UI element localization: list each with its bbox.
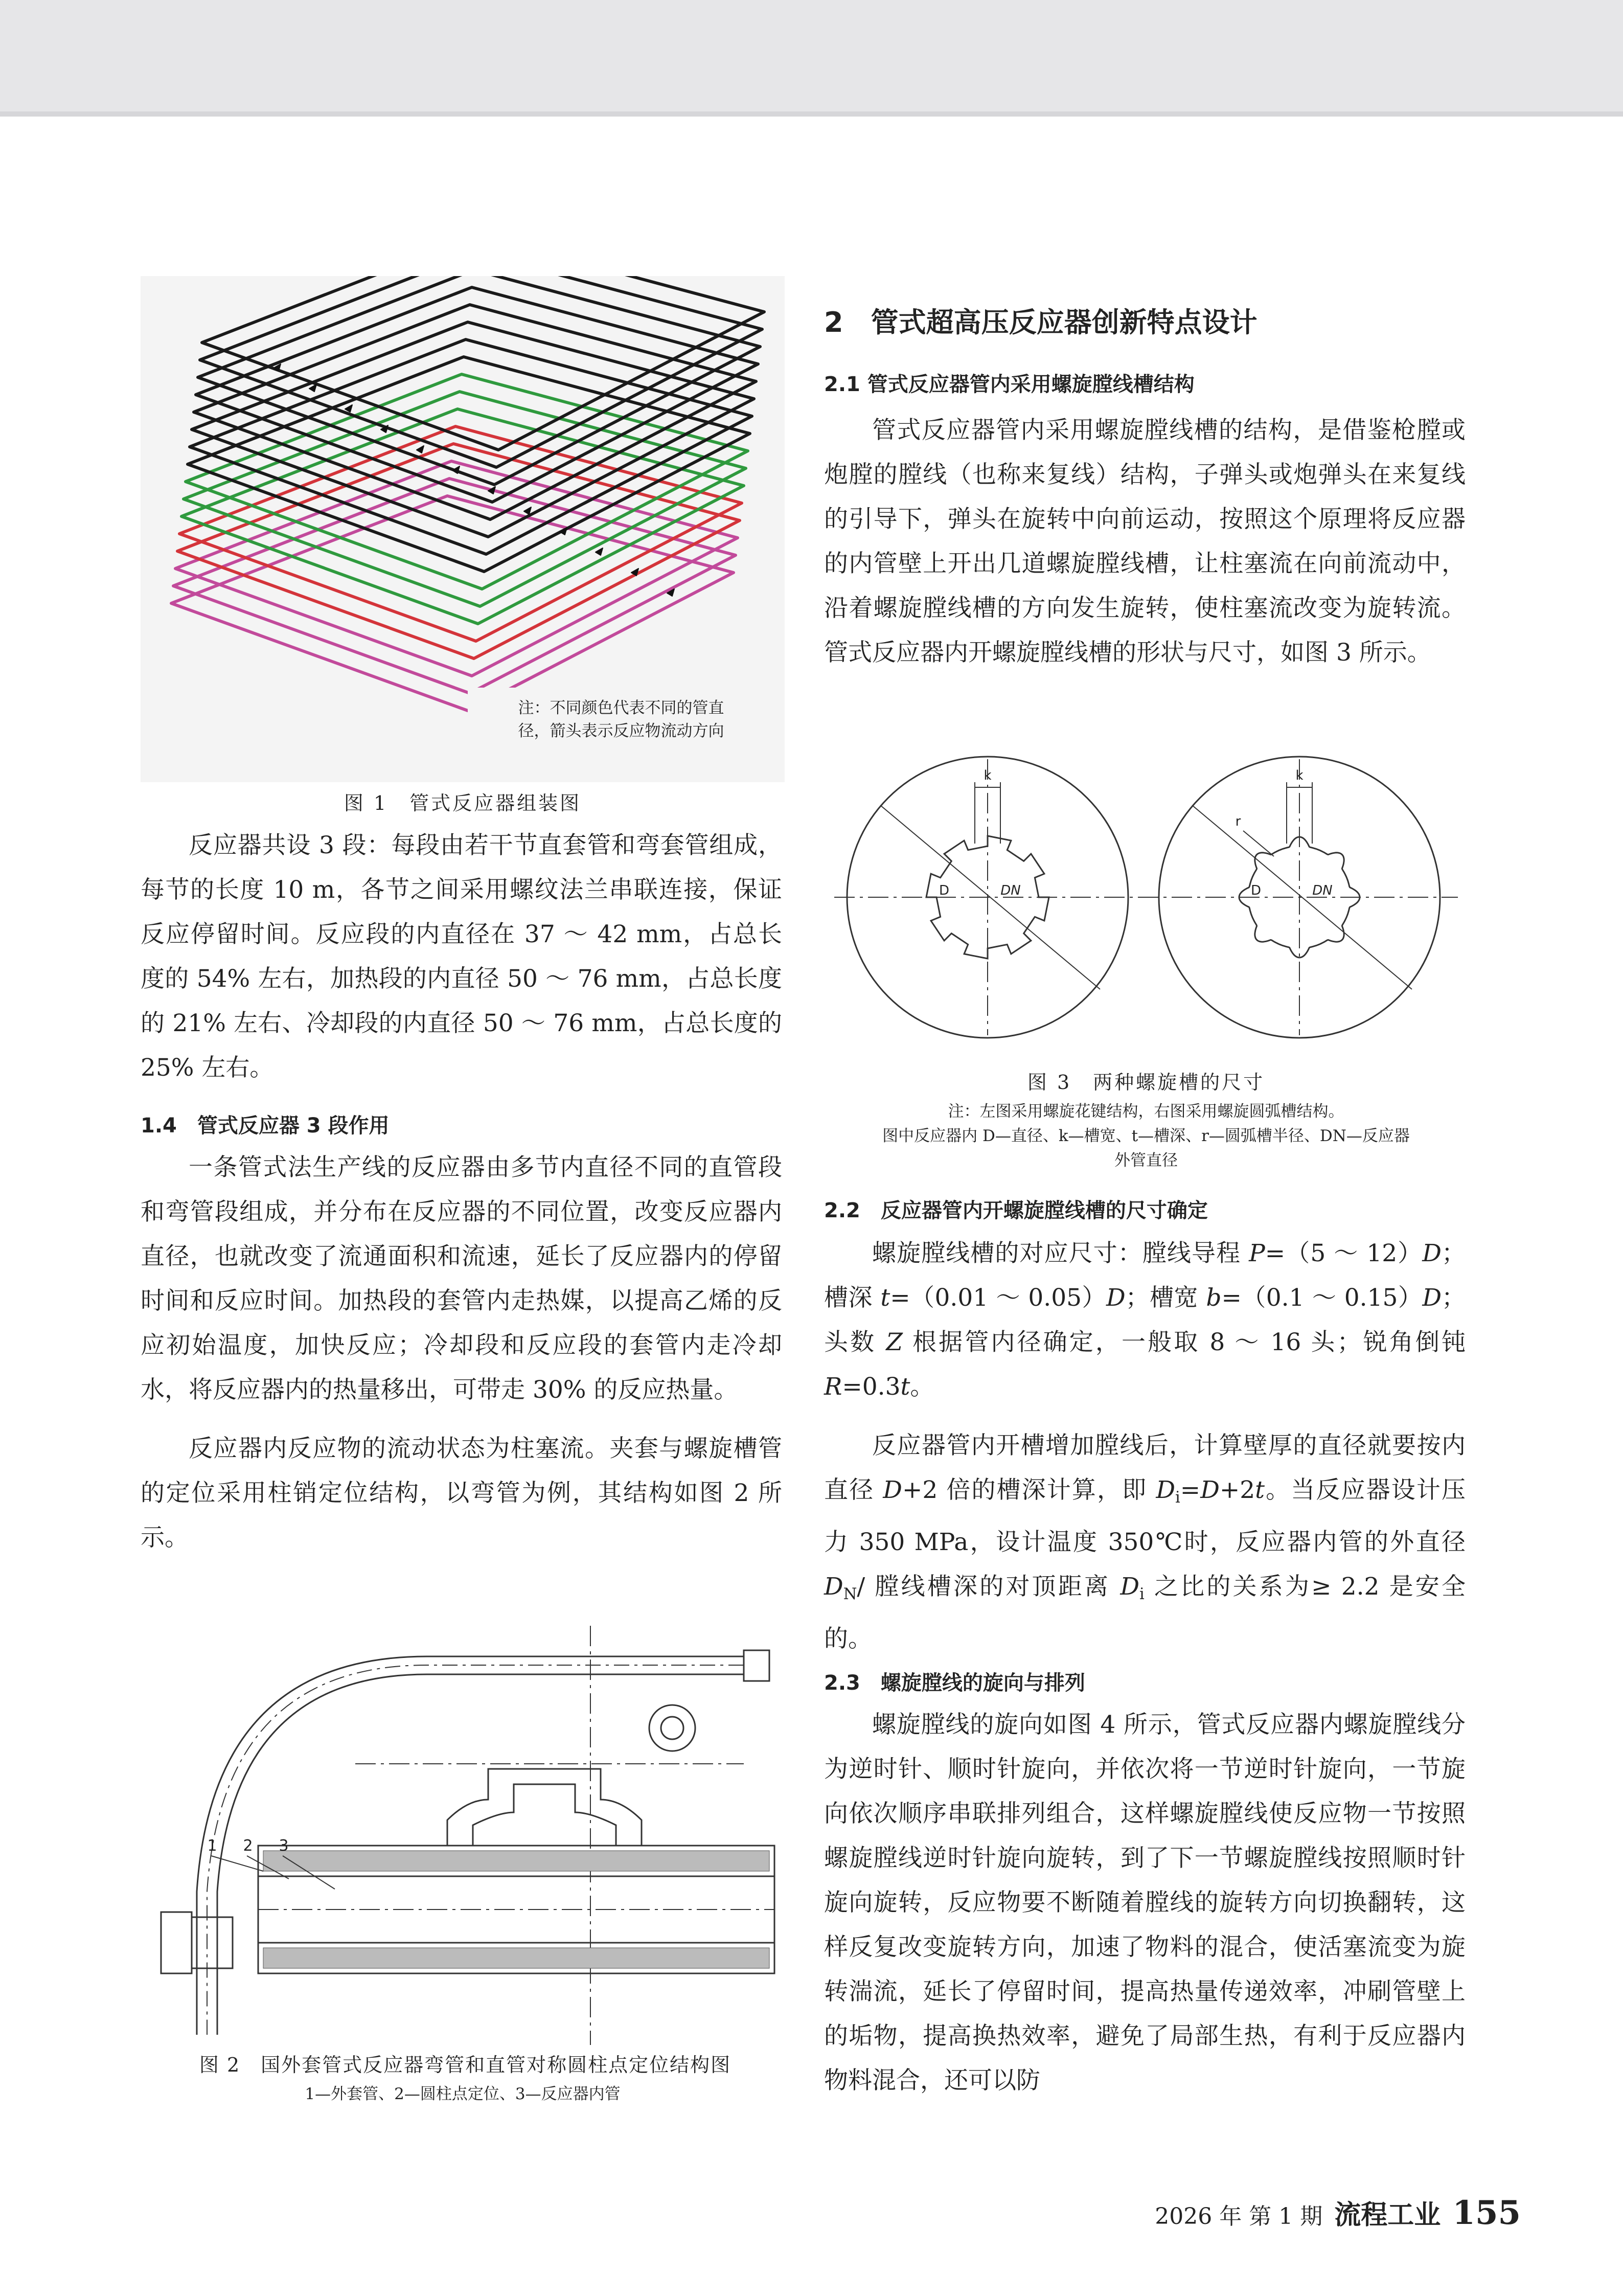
- left-column-block-2: [141, 1145, 782, 1560]
- left-paragraph-1: 反应器共设 3 段：每段由若干节直套管和弯套管组成，每节的长度 10 m，各节之间采用螺纹法兰串联连接，保证反应停留时间。反应段的内直径在 37 ～ 42 mm，占总长度的 54% 左右，加热段的内直径 50 ～ 76 mm，占总长度的 21% 左右、冷却段的内直径 50 ～ 76 mm，占总长度的 25% 左右。: [141, 831, 782, 1082]
- p2-P: P: [1249, 1239, 1265, 1267]
- figure-2-flange-top: [649, 1705, 695, 1751]
- figure-2-callout-2: 2: [243, 1837, 253, 1855]
- p2-c: ；槽深: [824, 1239, 1466, 1312]
- figure-2-legend: 1—外套管、2—圆柱点定位、3—反应器内管: [305, 2085, 621, 2103]
- figure-3-caption: 图 3 两种螺旋槽的尺寸: [1027, 1071, 1265, 1094]
- figure-2-hatch-top: [263, 1851, 769, 1871]
- right-paragraph-1: 管式反应器管内采用螺旋膛线槽的结构，是借鉴枪膛或炮膛的膛线（也称来复线）结构，子弹头或炮弹头在来复线的引导下，弹头在旋转中向前运动，按照这个原理将反应器的内管壁上开出几道螺旋膛线槽，让柱塞流在向前流动中，沿着螺旋膛线槽的方向发生旋转，使柱塞流改变为旋转流。管式反应器内开螺旋膛线槽的形状与尺寸，如图 3 所示。: [824, 416, 1466, 667]
- figure-3-groove-dimensions: [824, 749, 1468, 1045]
- p3-sub-N: N: [843, 1585, 857, 1604]
- right-paragraph-2: [824, 1231, 1466, 1409]
- figure-1-assembly-drawing: [141, 276, 785, 782]
- figure-1-note-line1: 注：不同颜色代表不同的管直: [518, 699, 724, 717]
- figure-3-note-line2: 图中反应器内 D—直径、k—槽宽、t—槽深、r—圆弧槽半径、DN—反应器: [882, 1127, 1410, 1145]
- footer-page-number: 155: [1452, 2194, 1521, 2232]
- p3-g: 之比的关系为≥ 2.2 是安全的。: [824, 1573, 1466, 1653]
- left-paragraph-3: 反应器内反应物的流动状态为柱塞流。夹套与螺旋槽管的定位采用柱销定位结构，以弯管为例，其结构如图 2 所示。: [141, 1435, 782, 1552]
- p2-e: ；槽宽: [1125, 1284, 1206, 1312]
- section-2-title: 2 管式超高压反应器创新特点设计: [824, 306, 1258, 338]
- figure-2-callout-3: 3: [279, 1837, 289, 1855]
- figure-2-flange-top-bore: [661, 1717, 683, 1739]
- right-paragraph-3: [824, 1423, 1466, 1661]
- figure-2-svg: [141, 1585, 785, 2045]
- figure-2-callout-1: 1: [207, 1837, 217, 1855]
- figure-3-svg: [824, 749, 1468, 1045]
- p2-bw: b: [1206, 1284, 1222, 1312]
- top-banner-edge: [0, 111, 1623, 117]
- figure-3-note-line3: 外管直径: [1114, 1151, 1178, 1170]
- heading-2-1: 2.1 管式反应器管内采用螺旋膛线槽结构: [824, 373, 1195, 396]
- left-column-block-1: [141, 823, 782, 1090]
- p2-f: =（0.1 ～ 0.15）: [1221, 1284, 1423, 1312]
- p3-sub-i2: i: [1139, 1585, 1145, 1604]
- p3-t: t: [1255, 1476, 1265, 1504]
- figure-3-label-k-right: k: [1295, 768, 1304, 783]
- p3-sub-i: i: [1175, 1489, 1180, 1507]
- footer-issue: 2026 年 第 1 期: [1155, 2203, 1323, 2230]
- p2-h: 根据管内径确定，一般取 8 ～ 16 头；锐角倒钝: [902, 1328, 1466, 1356]
- p3-D2: D: [1200, 1476, 1220, 1504]
- right-column-block-1: [824, 408, 1466, 675]
- figure-2-pipe-end: [744, 1650, 769, 1681]
- figure-2-tee-branch: [447, 1769, 642, 1846]
- figure-2-hatch-bottom: [263, 1948, 769, 1968]
- p3-f: / 膛线槽深的对顶距离: [857, 1573, 1121, 1601]
- p3-D: D: [883, 1476, 902, 1504]
- p2-b: =（5 ～ 12）: [1265, 1239, 1423, 1267]
- p3-d: +2: [1219, 1476, 1255, 1504]
- figure-3-label-r-right: r: [1235, 814, 1241, 829]
- p2-t2: t: [900, 1373, 910, 1401]
- p3-c: =: [1180, 1476, 1201, 1504]
- figure-3-right-section: [1159, 757, 1440, 1038]
- p3-Di: D: [1156, 1476, 1176, 1504]
- p3-e: 。当反应器设计压力 350 MPa，设计温度 350℃时，反应器内管的外直径: [824, 1476, 1466, 1557]
- p2-D3: D: [1422, 1284, 1442, 1312]
- right-paragraph-4: 螺旋膛线的旋向如图 4 所示，管式反应器内螺旋膛线分为逆时针、顺时针旋向，并依次将一节逆时针旋向，一节旋向依次顺序串联排列组合，这样螺旋膛线使反应物一节按照螺旋膛线逆时针旋向旋转，到了下一节螺旋膛线按照顺时针旋向旋转，反应物要不断随着膛线的旋转方向切换翻转，这样反复改变旋转方向，加速了物料的混合，使活塞流变为旋转湍流，延长了停留时间，提高热量传递效率，冲刷管壁上的垢物，提高换热效率，避免了局部生热，有利于反应器内物料混合，还可以防: [824, 1711, 1466, 2095]
- p2-d: =（0.01 ～ 0.05）: [890, 1284, 1106, 1312]
- p2-a: 螺旋膛线槽的对应尺寸：膛线导程: [872, 1239, 1249, 1267]
- figure-1-svg: [141, 276, 785, 782]
- figure-3-label-d-right: D: [1250, 883, 1262, 898]
- left-paragraph-2: 一条管式法生产线的反应器由多节内直径不同的直管段和弯管段组成，并分布在反应器的不同位置，改变反应器内直径，也就改变了流通面积和流速，延长了反应器内的停留时间和反应时间。加热段的套管内走热媒，以提高乙烯的反应初始温度，加快反应；冷却段和反应段的套管内走冷却水，将反应器内的热量移出，可带走 30% 的反应热量。: [141, 1153, 782, 1404]
- heading-2-3: 2.3 螺旋膛线的旋向与排列: [824, 1671, 1085, 1695]
- p2-Z: Z: [886, 1328, 903, 1356]
- figure-2-tee-branch-inner: [473, 1784, 616, 1846]
- right-column-block-2: [824, 1231, 1466, 1661]
- p2-t: t: [880, 1284, 890, 1312]
- figure-3-label-dn-right: DN: [1312, 883, 1333, 898]
- p2-D2: D: [1106, 1284, 1126, 1312]
- p2-i: =0.3: [842, 1373, 901, 1401]
- heading-2-2: 2.2 反应器管内开螺旋膛线槽的尺寸确定: [824, 1199, 1208, 1222]
- p2-j: 。: [910, 1373, 934, 1401]
- figure-2-bend-pipe-drawing: [141, 1585, 785, 2045]
- p2-g: ；头数: [824, 1284, 1466, 1356]
- figure-3-note: [824, 1099, 1468, 1173]
- figure-2-side-flange-neck: [192, 1917, 233, 1968]
- figure-3-label-dn-left: DN: [1000, 883, 1021, 898]
- figure-2-caption: 图 2 国外套管式反应器弯管和直管对称圆柱点定位结构图: [199, 2054, 732, 2076]
- figure-3-label-k-left: k: [984, 768, 992, 783]
- figure-2-outline: [161, 1626, 774, 2045]
- p2-R: R: [824, 1373, 842, 1401]
- figure-2-side-flange: [161, 1912, 192, 1973]
- top-banner: [0, 0, 1623, 115]
- right-column-block-3: [824, 1702, 1466, 2103]
- figure-3-note-line1: 注：左图采用螺旋花键结构，右图采用螺旋圆弧槽结构。: [948, 1102, 1344, 1121]
- footer-journal: 流程工业: [1334, 2199, 1441, 2231]
- p3-b: +2 倍的槽深计算，即: [902, 1476, 1156, 1504]
- page-footer: [1155, 2193, 1521, 2232]
- p2-D1: D: [1422, 1239, 1442, 1267]
- figure-1-caption: 图 1 管式反应器组装图: [344, 792, 582, 814]
- heading-1-4: 1.4 管式反应器 3 段作用: [141, 1114, 390, 1138]
- p3-DN: D: [824, 1573, 843, 1601]
- p3-a: 反应器管内开槽增加膛线后，计算壁厚的直径就要按内直径: [824, 1431, 1466, 1504]
- figure-1-note-line2: 径，箭头表示反应物流动方向: [518, 722, 724, 740]
- figure-3-label-d-left: D: [939, 883, 950, 898]
- p3-Di2: D: [1120, 1573, 1140, 1601]
